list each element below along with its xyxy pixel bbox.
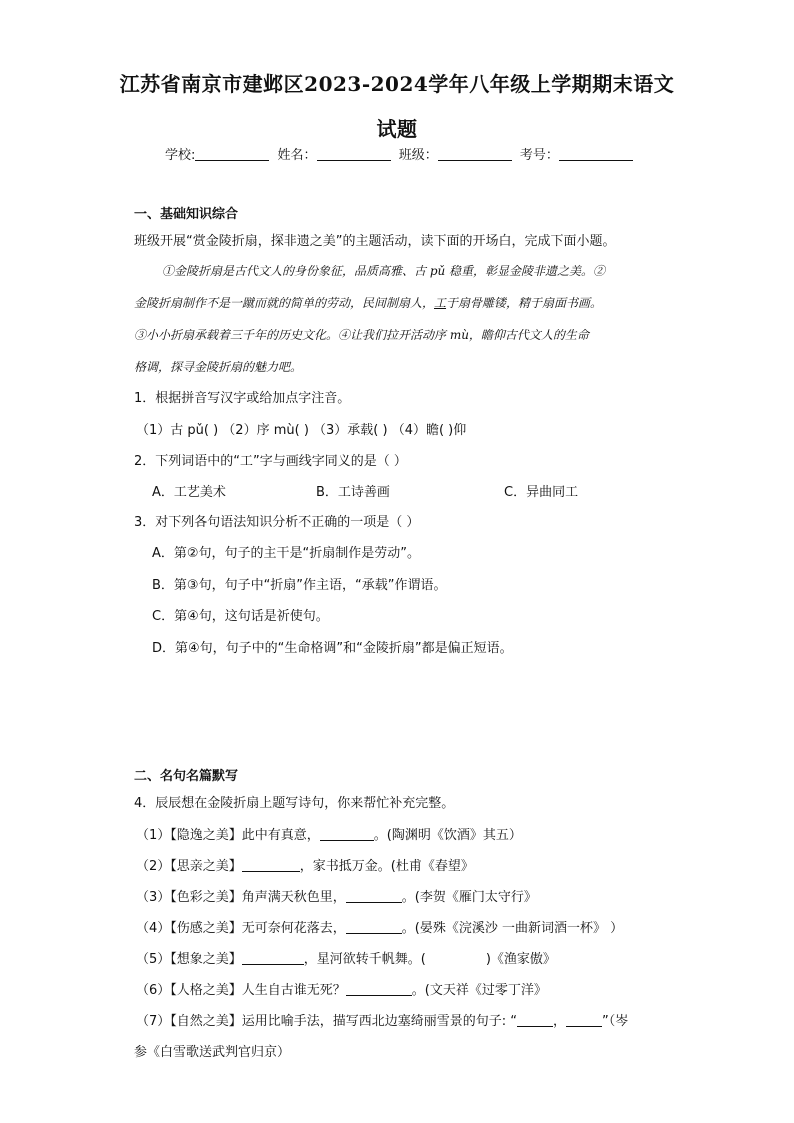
question-2-option-b: B．工诗善画 [316,485,390,500]
question-4-stem: 4．辰辰想在金陵折扇上题写诗句，你来帮忙补充完整。 [134,796,455,811]
answer-blank-4[interactable] [346,920,402,934]
class-label: 班级： [398,148,438,163]
page-title-line2: 试题 [376,117,418,141]
answer-blank-1[interactable] [320,827,374,841]
q4-line-7-comma: ， [553,1014,567,1029]
answer-blank-7b[interactable] [566,1013,602,1027]
q4-line-8: 参《白雪歌送武判官归京） [134,1045,291,1060]
q4-line-6 [136,982,547,1000]
q4-line-6-source: 。(文天祥《过零丁洋》 [411,983,547,998]
school-blank [195,147,269,161]
name-blank [317,147,391,161]
q4-line-1-text: （1）【隐逸之美】此中有真意， [136,828,320,843]
question-3-stem: 3．对下列各句语法知识分析不正确的一项是（ ） [134,515,420,530]
answer-blank-6[interactable] [346,982,412,996]
question-2-option-a: A．工艺美术 [152,485,226,500]
q4-line-3-text: （3）【色彩之美】角声满天秋色里， [136,890,346,905]
question-3-option-c: C．第④句，这句话是祈使句。 [152,609,329,624]
answer-blank-3[interactable] [346,889,402,903]
section-heading-recitation: 二、名句名篇默写 [134,769,239,784]
q4-line-5-source: )《渔家傲》 [485,952,556,967]
school-label: 学校: [165,148,196,163]
underlined-char: 工 [434,296,447,310]
answer-blank-5[interactable] [242,951,304,965]
passage-line-1: ①金陵折扇是古代文人的身份象征，品质高雅、古 pǔ 稳重，彰显金陵非遗之美。② [162,264,606,278]
q4-line-4-source: 。(晏殊《浣溪沙 一曲新词酒一杯》 ） [401,921,624,936]
passage-line-4: 格调，探寻金陵折扇的魅力吧。 [134,360,303,374]
question-1-stem: 1．根据拼音写汉字或给加点字注音。 [134,391,351,406]
section1-intro: 班级开展“赏金陵折扇，探非遗之美”的主题活动，读下面的开场白，完成下面小题。 [134,234,616,249]
student-info-row [165,144,637,163]
q4-line-4-text: （4）【伤感之美】无可奈何花落去， [136,921,346,936]
q4-line-5-mid: ，星河欲转千帆舞。( [303,952,426,967]
question-2-stem: 2．下列词语中的“工”字与画线字同义的是（ ） [134,454,407,469]
q4-line-3 [136,889,537,907]
q4-line-7-source: ”（岑 [602,1014,629,1029]
q4-line-5 [136,951,556,969]
q4-line-7-text: （7）【自然之美】运用比喻手法，描写西北边塞绮丽雪景的句子: “ [136,1014,518,1029]
question-3-option-b: B．第③句，句子中“折扇”作主语，“承载”作谓语。 [152,578,447,593]
q4-line-2 [136,858,474,876]
name-label: 姓名： [277,148,317,163]
passage-line-3: ③小小折扇承载着三千年的历史文化。④让我们拉开活动序 mù，瞻仰古代文人的生命 [134,328,589,342]
question-3-option-a: A．第②句，句子的主干是“折扇制作是劳动”。 [152,546,421,561]
passage-line-2-a: 金陵折扇制作不是一蹴而就的简单的劳动，民间制扇人， [134,296,435,310]
q4-line-2-source: ，家书抵万金。(杜甫《春望》 [299,859,474,874]
q4-line-1 [136,827,522,845]
q4-line-2-text: （2）【思亲之美】 [136,859,242,874]
q4-line-1-source: 。(陶渊明《饮酒》其五） [373,828,522,843]
section-heading-basic-knowledge: 一、基础知识综合 [134,207,239,222]
q4-line-4 [136,920,623,938]
exam-number-blank [559,147,633,161]
passage-line-2 [134,294,602,312]
passage-line-2-b: 于扇骨雕镂，精于扇面书画。 [446,296,603,310]
answer-blank-7a[interactable] [517,1013,553,1027]
page-title-line1: 江苏省南京市建邺区2023-2024学年八年级上学期期末语文 [119,72,675,96]
q4-line-6-text: （6）【人格之美】人生自古谁无死？ [136,983,346,998]
q4-line-3-source: 。(李贺《雁门太守行》 [401,890,537,905]
question-3-option-d: D．第④句，句子中的“生命格调”和“金陵折扇”都是偏正短语。 [152,641,513,656]
class-blank [438,147,512,161]
question-2-option-c: C．异曲同工 [504,485,579,500]
answer-blank-2[interactable] [242,858,300,872]
exam-number-label: 考号： [519,148,559,163]
q4-line-5-text: （5）【想象之美】 [136,952,242,967]
question-1-items: （1）古 pǔ( ) （2）序 mù( ) （3）承载( ) （4）瞻( )仰 [136,423,467,438]
q4-line-7 [136,1013,628,1031]
